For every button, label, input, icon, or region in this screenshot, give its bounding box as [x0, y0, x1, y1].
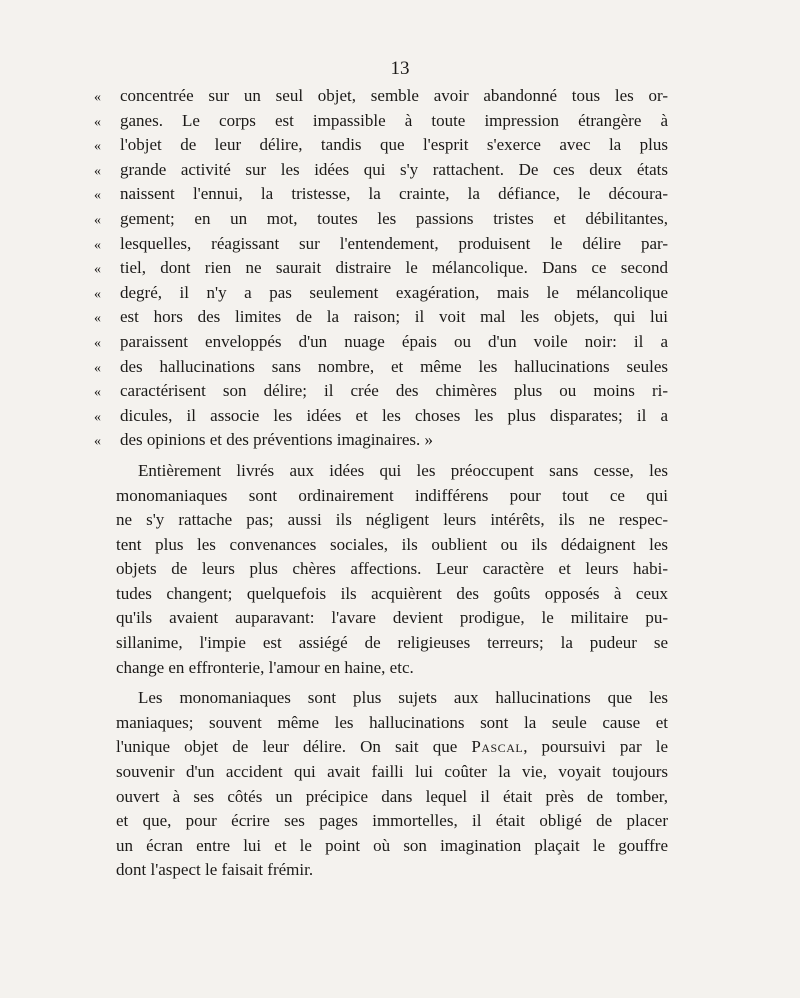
quote-line: « est hors des limites de la raison; il voit mal les objets, qui lui — [116, 305, 668, 330]
quote-line: « l'objet de leur délire, tandis que l'esprit s'exerce avec la plus — [116, 133, 668, 158]
guillemet-mark: « — [94, 237, 101, 253]
text-line: tudes changent; quelquefois ils acquièrent des goûts opposés à ceux — [116, 583, 668, 603]
guillemet-mark: « — [94, 335, 101, 351]
text-line: souvenir d'un accident qui avait failli lui coûter la vie, voyait toujours — [116, 762, 668, 782]
quote-line: « concentrée sur un seul objet, semble avoir abandonné tous les or- — [116, 84, 668, 109]
quote-line: « des hallucinations sans nombre, et même les hallucinations seules — [116, 355, 668, 380]
quote-line: « lesquelles, réagissant sur l'entendement, produisent le délire par- — [116, 232, 668, 257]
quote-line: « ganes. Le corps est impassible à toute impression étrangère à — [116, 109, 668, 134]
text-line: l'unique objet de leur délire. On sait que Pascal, poursuivi par le — [116, 737, 669, 757]
body-text — [94, 84, 669, 883]
quote-line: « caractérisent son délire; il crée des chimères plus ou moins ri- — [116, 379, 668, 404]
quote-line: « naissent l'ennui, la tristesse, la crainte, la défiance, le découra- — [116, 182, 668, 207]
guillemet-mark: « — [94, 311, 101, 327]
quote-line: « gement; en un mot, toutes les passions tristes et débilitantes, — [116, 207, 668, 232]
guillemet-mark: « — [94, 360, 101, 376]
person-name-pascal: Pascal — [471, 737, 524, 757]
guillemet-mark: « — [94, 139, 101, 155]
guillemet-mark: « — [94, 262, 101, 278]
text-line: ne s'y rattache pas; aussi ils négligent leurs intérêts, ils ne respec- — [116, 510, 668, 530]
guillemet-mark: « — [94, 409, 101, 425]
guillemet-mark: « — [94, 212, 101, 228]
text-line: ouvert à ses côtés un précipice dans lequel il était près de tomber, — [116, 786, 668, 806]
quote-line: « tiel, dont rien ne saurait distraire le mélancolique. Dans ce second — [116, 256, 668, 281]
guillemet-mark: « — [94, 385, 101, 401]
guillemet-mark: « — [94, 90, 101, 105]
quote-line: « des opinions et des préventions imaginaires. » — [116, 428, 668, 453]
text-line: qu'ils avaient auparavant: l'avare devient prodigue, le militaire pu- — [116, 608, 668, 628]
paragraph-hallucinations-pascal — [116, 686, 668, 883]
text-line: dont l'aspect le faisait frémir. — [116, 860, 314, 880]
text-line: Les monomaniaques sont plus sujets aux hallucinations que les — [138, 688, 668, 708]
guillemet-mark: « — [94, 163, 101, 179]
text-line: maniaques; souvent même les hallucinations sont la seule cause et — [116, 712, 668, 732]
guillemet-mark: « — [94, 188, 101, 204]
guillemet-mark: « — [94, 114, 101, 130]
quotation-block — [94, 84, 668, 453]
text-line: monomaniaques sont ordinairement indifférens pour tout ce qui — [116, 485, 668, 505]
paragraph-monomaniacs-indifference — [116, 459, 668, 680]
text-line: change en effronterie, l'amour en haine, etc. — [116, 657, 414, 677]
text-line: Entièrement livrés aux idées qui les préoccupent sans cesse, les — [138, 460, 668, 480]
quote-line: « dicules, il associe les idées et les choses les plus disparates; il a — [116, 404, 668, 429]
guillemet-mark: « — [94, 286, 101, 302]
text-line: objets de leurs plus chères affections. Leur caractère et leurs habi- — [116, 559, 668, 579]
quote-line: « grande activité sur les idées qui s'y rattachent. De ces deux états — [116, 158, 668, 183]
text-line: tent plus les convenances sociales, ils oublient ou ils dédaignent les — [116, 534, 668, 554]
guillemet-mark: « — [94, 434, 101, 450]
page-number: 13 — [390, 58, 410, 79]
quote-line: « degré, il n'y a pas seulement exagération, mais le mélancolique — [116, 281, 668, 306]
quote-line: « paraissent enveloppés d'un nuage épais ou d'un voile noir: il a — [116, 330, 668, 355]
text-line: et que, pour écrire ses pages immortelles, il était obligé de placer — [116, 811, 668, 831]
text-line: sillanime, l'impie est assiégé de religieuses terreurs; la pudeur se — [116, 633, 668, 653]
text-line: un écran entre lui et le point où son imagination plaçait le gouffre — [116, 835, 668, 855]
